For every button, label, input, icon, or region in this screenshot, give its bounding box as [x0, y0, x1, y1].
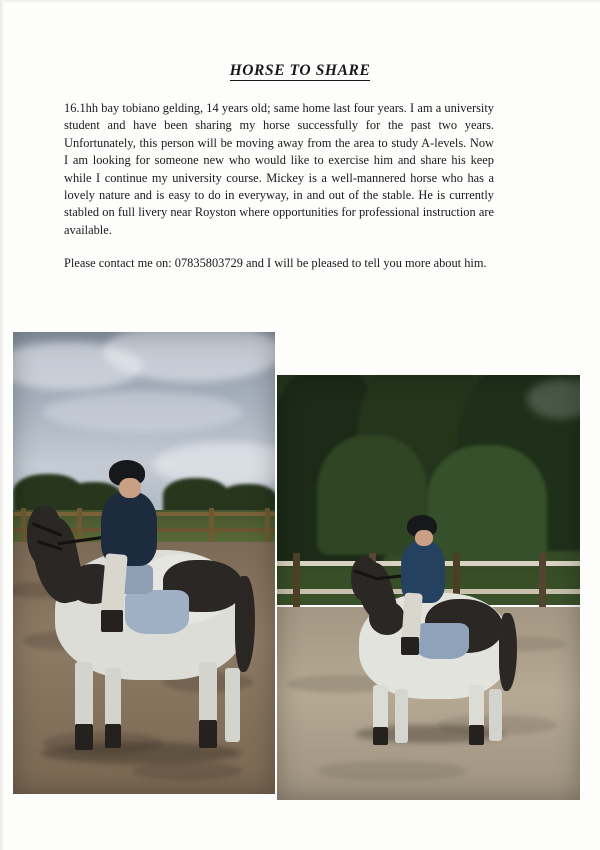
body-text: [64, 100, 494, 273]
paragraph-description: 16.1hh bay tobiano gelding, 14 years old; same home last four years. I am a university student and have been sharing my horse successfully for the past two years. Unfortunately, this person will be moving away from the area to study A-levels. Now I am looking for someone new who would like to exercise him and share his keep while I continue my university course. Mickey is a well-mannered horse who has a lovely nature and is easy to do in everyway, in and out of the stable. He is currently stabled on full livery near Royston where opportunities for professional instruction are available.: [64, 101, 494, 237]
photo-horse-and-rider-right: [277, 375, 580, 800]
page-title: [0, 62, 600, 80]
scan-edge-left: [0, 0, 4, 850]
photo-horse-and-rider-left: [13, 332, 275, 794]
paragraph-contact: Please contact me on: 07835803729 and I will be pleased to tell you more about him.: [64, 256, 487, 271]
scan-edge-top: [0, 0, 600, 3]
page-title-text: HORSE TO SHARE: [229, 62, 371, 79]
